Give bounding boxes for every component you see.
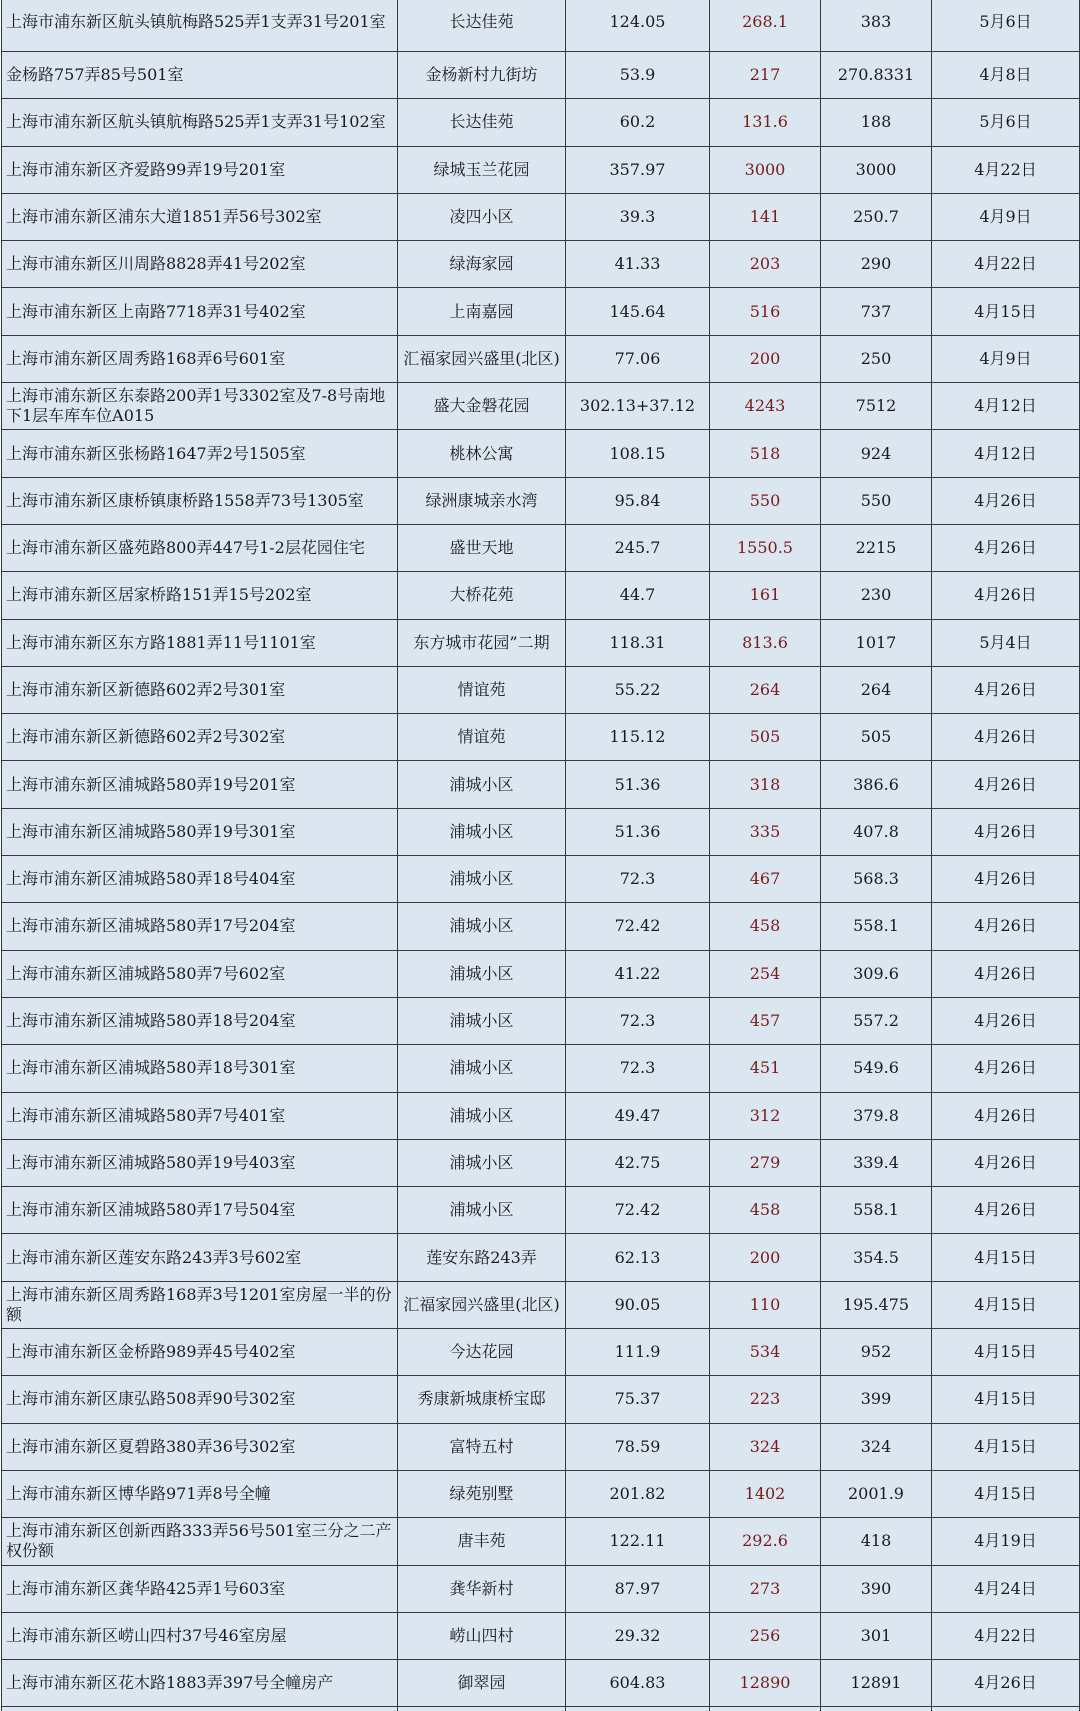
area-cell: 118.31 (566, 619, 710, 666)
table-row (2, 383, 1080, 430)
date-cell: 5月6日 (932, 0, 1080, 52)
address-cell: 上海市浦东新区新德路602弄2号302室 (2, 714, 398, 761)
date-cell: 4月26日 (932, 950, 1080, 997)
price-cell: 3000 (710, 146, 821, 193)
table-row (2, 1045, 1080, 1092)
date-cell: 4月26日 (932, 808, 1080, 855)
reference-price-cell: 549.6 (821, 1045, 932, 1092)
area-cell: 72.42 (566, 1187, 710, 1234)
price-cell: 273 (710, 1565, 821, 1612)
community-cell: 浦城小区 (398, 903, 566, 950)
price-cell: 268.1 (710, 0, 821, 52)
date-cell: 4月26日 (932, 761, 1080, 808)
area-cell: 41.33 (566, 241, 710, 288)
community-cell: 绿苑别墅 (398, 1470, 566, 1517)
price-cell: 458 (710, 903, 821, 950)
address-cell: 上海市浦东新区盛苑路800弄447号1-2层花园住宅 (2, 524, 398, 571)
community-cell: 汇福家园兴盛里(北区) (398, 1281, 566, 1328)
empty-cell (821, 1707, 932, 1711)
address-cell: 上海市浦东新区崂山四村37号46室房屋 (2, 1612, 398, 1659)
date-cell: 4月26日 (932, 714, 1080, 761)
price-cell: 516 (710, 288, 821, 335)
table-row (2, 572, 1080, 619)
reference-price-cell: 188 (821, 99, 932, 146)
address-cell: 上海市浦东新区康弘路508弄90号302室 (2, 1376, 398, 1423)
community-cell: 金杨新村九街坊 (398, 52, 566, 99)
address-cell: 上海市浦东新区航头镇航梅路525弄1支弄31号102室 (2, 99, 398, 146)
price-cell: 217 (710, 52, 821, 99)
address-cell: 上海市浦东新区周秀路168弄3号1201室房屋一半的份额 (2, 1281, 398, 1328)
date-cell: 4月15日 (932, 1470, 1080, 1517)
reference-price-cell: 195.475 (821, 1281, 932, 1328)
reference-price-cell: 383 (821, 0, 932, 52)
reference-price-cell: 230 (821, 572, 932, 619)
area-cell: 51.36 (566, 761, 710, 808)
area-cell: 245.7 (566, 524, 710, 571)
date-cell: 4月26日 (932, 1092, 1080, 1139)
address-cell: 上海市浦东新区博华路971弄8号全幢 (2, 1470, 398, 1517)
area-cell: 115.12 (566, 714, 710, 761)
reference-price-cell: 3000 (821, 146, 932, 193)
price-cell: 467 (710, 856, 821, 903)
address-cell: 上海市浦东新区浦城路580弄7号602室 (2, 950, 398, 997)
price-cell: 254 (710, 950, 821, 997)
address-cell: 上海市浦东新区浦城路580弄18号404室 (2, 856, 398, 903)
table-row (2, 288, 1080, 335)
community-cell: 长达佳苑 (398, 0, 566, 52)
date-cell: 4月26日 (932, 1660, 1080, 1707)
address-cell: 上海市浦东新区创新西路333弄56号501室三分之二产权份额 (2, 1518, 398, 1565)
table-row (2, 666, 1080, 713)
date-cell: 4月15日 (932, 1234, 1080, 1281)
community-cell: 今达花园 (398, 1329, 566, 1376)
price-cell: 318 (710, 761, 821, 808)
date-cell: 4月26日 (932, 1045, 1080, 1092)
community-cell: 上南嘉园 (398, 288, 566, 335)
community-cell: 绿城玉兰花园 (398, 146, 566, 193)
table-row (2, 619, 1080, 666)
table-row (2, 950, 1080, 997)
date-cell: 4月9日 (932, 193, 1080, 240)
price-cell: 161 (710, 572, 821, 619)
area-cell: 201.82 (566, 1470, 710, 1517)
community-cell: 绿海家园 (398, 241, 566, 288)
reference-price-cell: 250 (821, 335, 932, 382)
community-cell: 浦城小区 (398, 761, 566, 808)
table-row (2, 1612, 1080, 1659)
price-cell: 279 (710, 1139, 821, 1186)
date-cell: 4月26日 (932, 524, 1080, 571)
reference-price-cell: 354.5 (821, 1234, 932, 1281)
date-cell: 4月22日 (932, 241, 1080, 288)
table-row (2, 193, 1080, 240)
reference-price-cell: 379.8 (821, 1092, 932, 1139)
area-cell: 87.97 (566, 1565, 710, 1612)
reference-price-cell: 309.6 (821, 950, 932, 997)
area-cell: 302.13+37.12 (566, 383, 710, 430)
area-cell: 72.3 (566, 1045, 710, 1092)
table-row (2, 808, 1080, 855)
reference-price-cell: 557.2 (821, 997, 932, 1044)
community-cell: 唐丰苑 (398, 1518, 566, 1565)
table-row (2, 997, 1080, 1044)
table-row (2, 1518, 1080, 1565)
area-cell: 53.9 (566, 52, 710, 99)
community-cell: 大桥花苑 (398, 572, 566, 619)
address-cell: 上海市浦东新区张杨路1647弄2号1505室 (2, 430, 398, 477)
table-row (2, 1092, 1080, 1139)
community-cell: 浦城小区 (398, 808, 566, 855)
price-cell: 200 (710, 1234, 821, 1281)
date-cell: 4月26日 (932, 903, 1080, 950)
date-cell: 4月22日 (932, 1612, 1080, 1659)
price-cell: 335 (710, 808, 821, 855)
table-row (2, 430, 1080, 477)
reference-price-cell: 952 (821, 1329, 932, 1376)
reference-price-cell: 924 (821, 430, 932, 477)
area-cell: 39.3 (566, 193, 710, 240)
date-cell: 4月26日 (932, 997, 1080, 1044)
area-cell: 108.15 (566, 430, 710, 477)
address-cell: 上海市浦东新区航头镇航梅路525弄1支弄31号201室 (2, 0, 398, 52)
date-cell: 4月8日 (932, 52, 1080, 99)
community-cell: 秀康新城康桥宝邸 (398, 1376, 566, 1423)
table-row (2, 1565, 1080, 1612)
table-row (2, 1187, 1080, 1234)
reference-price-cell: 301 (821, 1612, 932, 1659)
price-cell: 534 (710, 1329, 821, 1376)
price-cell: 518 (710, 430, 821, 477)
address-cell: 上海市浦东新区金桥路989弄45号402室 (2, 1329, 398, 1376)
reference-price-cell: 2001.9 (821, 1470, 932, 1517)
table-row (2, 146, 1080, 193)
community-cell: 盛世天地 (398, 524, 566, 571)
table-row (2, 1281, 1080, 1328)
address-cell: 上海市浦东新区浦城路580弄17号204室 (2, 903, 398, 950)
area-cell: 55.22 (566, 666, 710, 713)
date-cell: 4月26日 (932, 477, 1080, 524)
empty-cell (398, 1707, 566, 1711)
community-cell: 浦城小区 (398, 950, 566, 997)
date-cell: 4月26日 (932, 666, 1080, 713)
community-cell: 绿洲康城亲水湾 (398, 477, 566, 524)
address-cell: 上海市浦东新区浦城路580弄17号504室 (2, 1187, 398, 1234)
community-cell: 莲安东路243弄 (398, 1234, 566, 1281)
reference-price-cell: 290 (821, 241, 932, 288)
area-cell: 41.22 (566, 950, 710, 997)
table-row (2, 99, 1080, 146)
community-cell: 凌四小区 (398, 193, 566, 240)
price-cell: 264 (710, 666, 821, 713)
area-cell: 72.42 (566, 903, 710, 950)
address-cell: 上海市浦东新区周秀路168弄6号601室 (2, 335, 398, 382)
date-cell: 4月24日 (932, 1565, 1080, 1612)
reference-price-cell: 270.8331 (821, 52, 932, 99)
date-cell: 4月15日 (932, 1329, 1080, 1376)
reference-price-cell: 399 (821, 1376, 932, 1423)
area-cell: 111.9 (566, 1329, 710, 1376)
date-cell: 4月26日 (932, 1139, 1080, 1186)
community-cell: 浦城小区 (398, 856, 566, 903)
date-cell: 4月26日 (932, 856, 1080, 903)
reference-price-cell: 550 (821, 477, 932, 524)
area-cell: 51.36 (566, 808, 710, 855)
area-cell: 145.64 (566, 288, 710, 335)
table-row (2, 1660, 1080, 1707)
date-cell: 4月15日 (932, 1281, 1080, 1328)
address-cell: 上海市浦东新区东泰路200弄1号3302室及7-8号南地下1层车库车位A015 (2, 383, 398, 430)
price-cell: 4243 (710, 383, 821, 430)
address-cell: 上海市浦东新区新德路602弄2号301室 (2, 666, 398, 713)
price-cell: 458 (710, 1187, 821, 1234)
address-cell: 上海市浦东新区浦城路580弄18号301室 (2, 1045, 398, 1092)
area-cell: 49.47 (566, 1092, 710, 1139)
community-cell: 富特五村 (398, 1423, 566, 1470)
table-row (2, 1470, 1080, 1517)
reference-price-cell: 264 (821, 666, 932, 713)
table-row (2, 761, 1080, 808)
area-cell: 75.37 (566, 1376, 710, 1423)
address-cell: 上海市浦东新区康桥镇康桥路1558弄73号1305室 (2, 477, 398, 524)
community-cell: 御翠园 (398, 1660, 566, 1707)
table-row (2, 1139, 1080, 1186)
area-cell: 124.05 (566, 0, 710, 52)
date-cell: 4月22日 (932, 146, 1080, 193)
reference-price-cell: 12891 (821, 1660, 932, 1707)
reference-price-cell: 7512 (821, 383, 932, 430)
price-cell: 110 (710, 1281, 821, 1328)
area-cell: 72.3 (566, 856, 710, 903)
price-cell: 505 (710, 714, 821, 761)
date-cell: 4月9日 (932, 335, 1080, 382)
address-cell: 上海市浦东新区莲安东路243弄3号602室 (2, 1234, 398, 1281)
empty-cell (710, 1707, 821, 1711)
address-cell: 上海市浦东新区浦城路580弄19号403室 (2, 1139, 398, 1186)
table-row (2, 1423, 1080, 1470)
area-cell: 78.59 (566, 1423, 710, 1470)
price-cell: 1402 (710, 1470, 821, 1517)
area-cell: 357.97 (566, 146, 710, 193)
price-cell: 223 (710, 1376, 821, 1423)
reference-price-cell: 324 (821, 1423, 932, 1470)
empty-cell (2, 1707, 398, 1711)
reference-price-cell: 2215 (821, 524, 932, 571)
property-table-body (2, 0, 1080, 1711)
address-cell: 上海市浦东新区浦城路580弄19号301室 (2, 808, 398, 855)
community-cell: 盛大金磐花园 (398, 383, 566, 430)
price-cell: 457 (710, 997, 821, 1044)
date-cell: 5月6日 (932, 99, 1080, 146)
community-cell: 东方城市花园”二期 (398, 619, 566, 666)
date-cell: 4月12日 (932, 383, 1080, 430)
price-cell: 451 (710, 1045, 821, 1092)
area-cell: 62.13 (566, 1234, 710, 1281)
reference-price-cell: 568.3 (821, 856, 932, 903)
reference-price-cell: 505 (821, 714, 932, 761)
date-cell: 4月15日 (932, 288, 1080, 335)
table-row (2, 1234, 1080, 1281)
reference-price-cell: 558.1 (821, 1187, 932, 1234)
area-cell: 29.32 (566, 1612, 710, 1659)
address-cell: 上海市浦东新区齐爱路99弄19号201室 (2, 146, 398, 193)
table-row (2, 524, 1080, 571)
area-cell: 42.75 (566, 1139, 710, 1186)
address-cell: 上海市浦东新区东方路1881弄11号1101室 (2, 619, 398, 666)
area-cell: 44.7 (566, 572, 710, 619)
area-cell: 72.3 (566, 997, 710, 1044)
price-cell: 12890 (710, 1660, 821, 1707)
address-cell: 上海市浦东新区花木路1883弄397号全幢房产 (2, 1660, 398, 1707)
area-cell: 77.06 (566, 335, 710, 382)
address-cell: 上海市浦东新区龚华路425弄1号603室 (2, 1565, 398, 1612)
price-cell: 141 (710, 193, 821, 240)
table-row (2, 52, 1080, 99)
table-row (2, 0, 1080, 52)
empty-cell (932, 1707, 1080, 1711)
price-cell: 203 (710, 241, 821, 288)
community-cell: 情谊苑 (398, 666, 566, 713)
address-cell: 上海市浦东新区上南路7718弄31号402室 (2, 288, 398, 335)
area-cell: 95.84 (566, 477, 710, 524)
area-cell: 122.11 (566, 1518, 710, 1565)
table-row (2, 714, 1080, 761)
empty-cell (566, 1707, 710, 1711)
price-cell: 312 (710, 1092, 821, 1139)
price-cell: 813.6 (710, 619, 821, 666)
date-cell: 5月4日 (932, 619, 1080, 666)
community-cell: 长达佳苑 (398, 99, 566, 146)
community-cell: 浦城小区 (398, 997, 566, 1044)
table-row (2, 903, 1080, 950)
address-cell: 上海市浦东新区浦城路580弄7号401室 (2, 1092, 398, 1139)
reference-price-cell: 558.1 (821, 903, 932, 950)
price-cell: 1550.5 (710, 524, 821, 571)
price-cell: 324 (710, 1423, 821, 1470)
date-cell: 4月15日 (932, 1423, 1080, 1470)
reference-price-cell: 386.6 (821, 761, 932, 808)
date-cell: 4月26日 (932, 1187, 1080, 1234)
address-cell: 上海市浦东新区浦东大道1851弄56号302室 (2, 193, 398, 240)
table-row (2, 335, 1080, 382)
community-cell: 汇福家园兴盛里(北区) (398, 335, 566, 382)
table-row (2, 241, 1080, 288)
reference-price-cell: 418 (821, 1518, 932, 1565)
price-cell: 256 (710, 1612, 821, 1659)
table-row-partial (2, 1707, 1080, 1711)
address-cell: 上海市浦东新区浦城路580弄18号204室 (2, 997, 398, 1044)
reference-price-cell: 390 (821, 1565, 932, 1612)
date-cell: 4月15日 (932, 1376, 1080, 1423)
table-row (2, 1376, 1080, 1423)
address-cell: 上海市浦东新区居家桥路151弄15号202室 (2, 572, 398, 619)
address-cell: 上海市浦东新区浦城路580弄19号201室 (2, 761, 398, 808)
reference-price-cell: 407.8 (821, 808, 932, 855)
table-row (2, 856, 1080, 903)
property-table (1, 0, 1080, 1711)
area-cell: 60.2 (566, 99, 710, 146)
table-row (2, 477, 1080, 524)
community-cell: 浦城小区 (398, 1045, 566, 1092)
date-cell: 4月19日 (932, 1518, 1080, 1565)
community-cell: 浦城小区 (398, 1092, 566, 1139)
reference-price-cell: 339.4 (821, 1139, 932, 1186)
community-cell: 浦城小区 (398, 1139, 566, 1186)
community-cell: 浦城小区 (398, 1187, 566, 1234)
reference-price-cell: 737 (821, 288, 932, 335)
price-cell: 131.6 (710, 99, 821, 146)
community-cell: 龚华新村 (398, 1565, 566, 1612)
date-cell: 4月12日 (932, 430, 1080, 477)
reference-price-cell: 1017 (821, 619, 932, 666)
price-cell: 550 (710, 477, 821, 524)
community-cell: 情谊苑 (398, 714, 566, 761)
address-cell: 上海市浦东新区夏碧路380弄36号302室 (2, 1423, 398, 1470)
date-cell: 4月26日 (932, 572, 1080, 619)
area-cell: 90.05 (566, 1281, 710, 1328)
reference-price-cell: 250.7 (821, 193, 932, 240)
community-cell: 桃林公寓 (398, 430, 566, 477)
community-cell: 崂山四村 (398, 1612, 566, 1659)
area-cell: 604.83 (566, 1660, 710, 1707)
table-row (2, 1329, 1080, 1376)
price-cell: 200 (710, 335, 821, 382)
address-cell: 上海市浦东新区川周路8828弄41号202室 (2, 241, 398, 288)
address-cell: 金杨路757弄85号501室 (2, 52, 398, 99)
price-cell: 292.6 (710, 1518, 821, 1565)
